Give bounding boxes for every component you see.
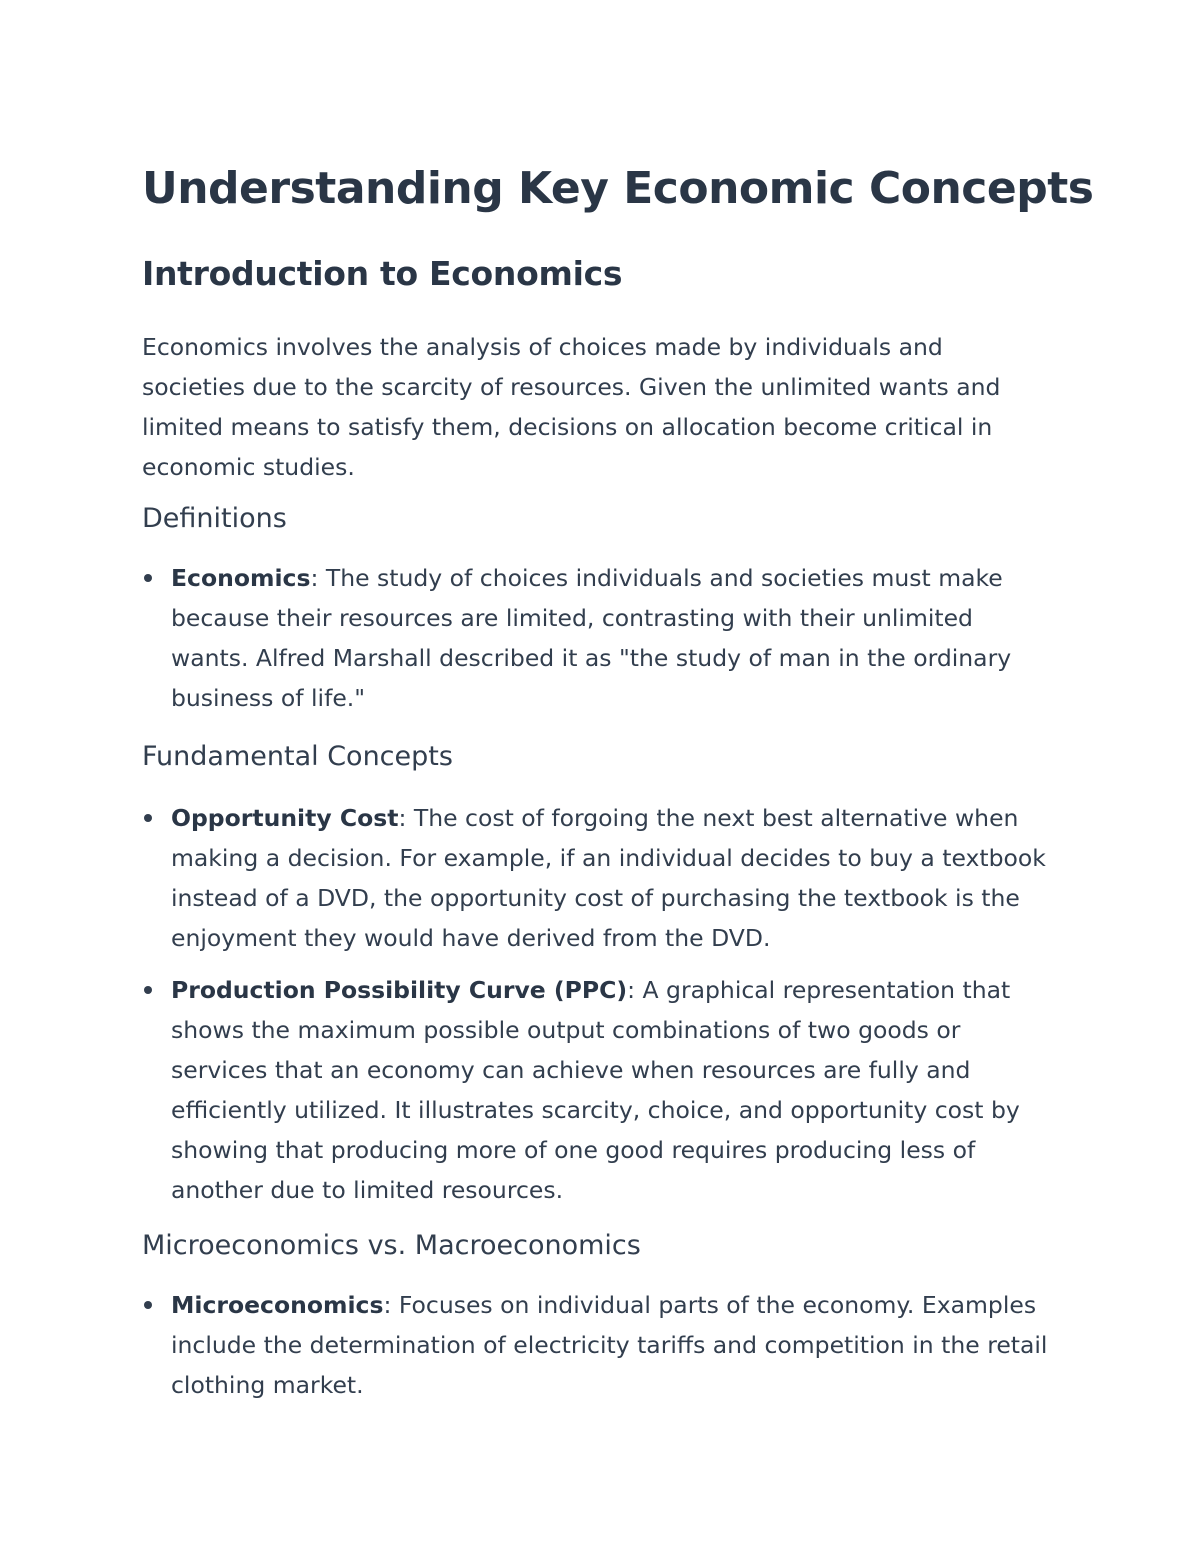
term-description: The study of choices individuals and societies must make because their resources are limited, contrasting with their unlimited wants. Alfred Marshall described it as "the study of man in the ordinary business of life.": [171, 564, 1012, 712]
bullet-icon: [144, 814, 152, 822]
term-label: Production Possibility Curve (PPC): [171, 976, 628, 1004]
list-item: [142, 558, 1056, 718]
term-description: Focuses on individual parts of the economy. Examples include the determination of electricity tariffs and competition in the retail clothing market.: [171, 1291, 1048, 1399]
micro-macro-section: [142, 1230, 1072, 1405]
fundamentals-section: [142, 741, 1072, 1210]
definitions-heading: Definitions: [142, 503, 287, 534]
micro-macro-list: [142, 1285, 1072, 1405]
term-separator: :: [627, 976, 636, 1004]
term-separator: :: [310, 564, 319, 592]
term-label: Microeconomics: [171, 1291, 384, 1319]
definitions-list: [142, 558, 1072, 718]
term-label: Economics: [171, 564, 311, 592]
page-title: Understanding Key Economic Concepts: [142, 163, 1094, 214]
term-separator: :: [383, 1291, 392, 1319]
term-separator: :: [398, 804, 407, 832]
intro-heading: Introduction to Economics: [142, 254, 623, 293]
term-description: The cost of forgoing the next best alternative when making a decision. For example, if an individual decides to buy a textbook instead of a DVD, the opportunity cost of purchasing the textbook is the enjoyment they would have derived from the DVD.: [171, 804, 1046, 952]
fundamentals-list: [142, 798, 1072, 1210]
bullet-icon: [144, 574, 152, 582]
bullet-icon: [144, 986, 152, 994]
bullet-icon: [144, 1301, 152, 1309]
micro-macro-heading: Microeconomics vs. Macroeconomics: [142, 1230, 641, 1261]
fundamentals-heading: Fundamental Concepts: [142, 741, 453, 772]
intro-paragraph: Economics involves the analysis of choices made by individuals and societies due to the scarcity of resources. Given the unlimited wants and limited means to satisfy them, decisions on allocation become critical in economic studies.: [142, 333, 1001, 481]
definitions-section: [142, 503, 1072, 718]
list-item: [142, 970, 1056, 1210]
term-description: A graphical representation that shows the maximum possible output combinations of two goods or services that an economy can achieve when resources are fully and efficiently utilized. It illustrates scarcity, choice, and opportunity cost by showing that producing more of one good requires producing less of another due to limited resources.: [171, 976, 1020, 1204]
term-label: Opportunity Cost: [171, 804, 399, 832]
list-item: [142, 798, 1056, 958]
list-item: [142, 1285, 1056, 1405]
